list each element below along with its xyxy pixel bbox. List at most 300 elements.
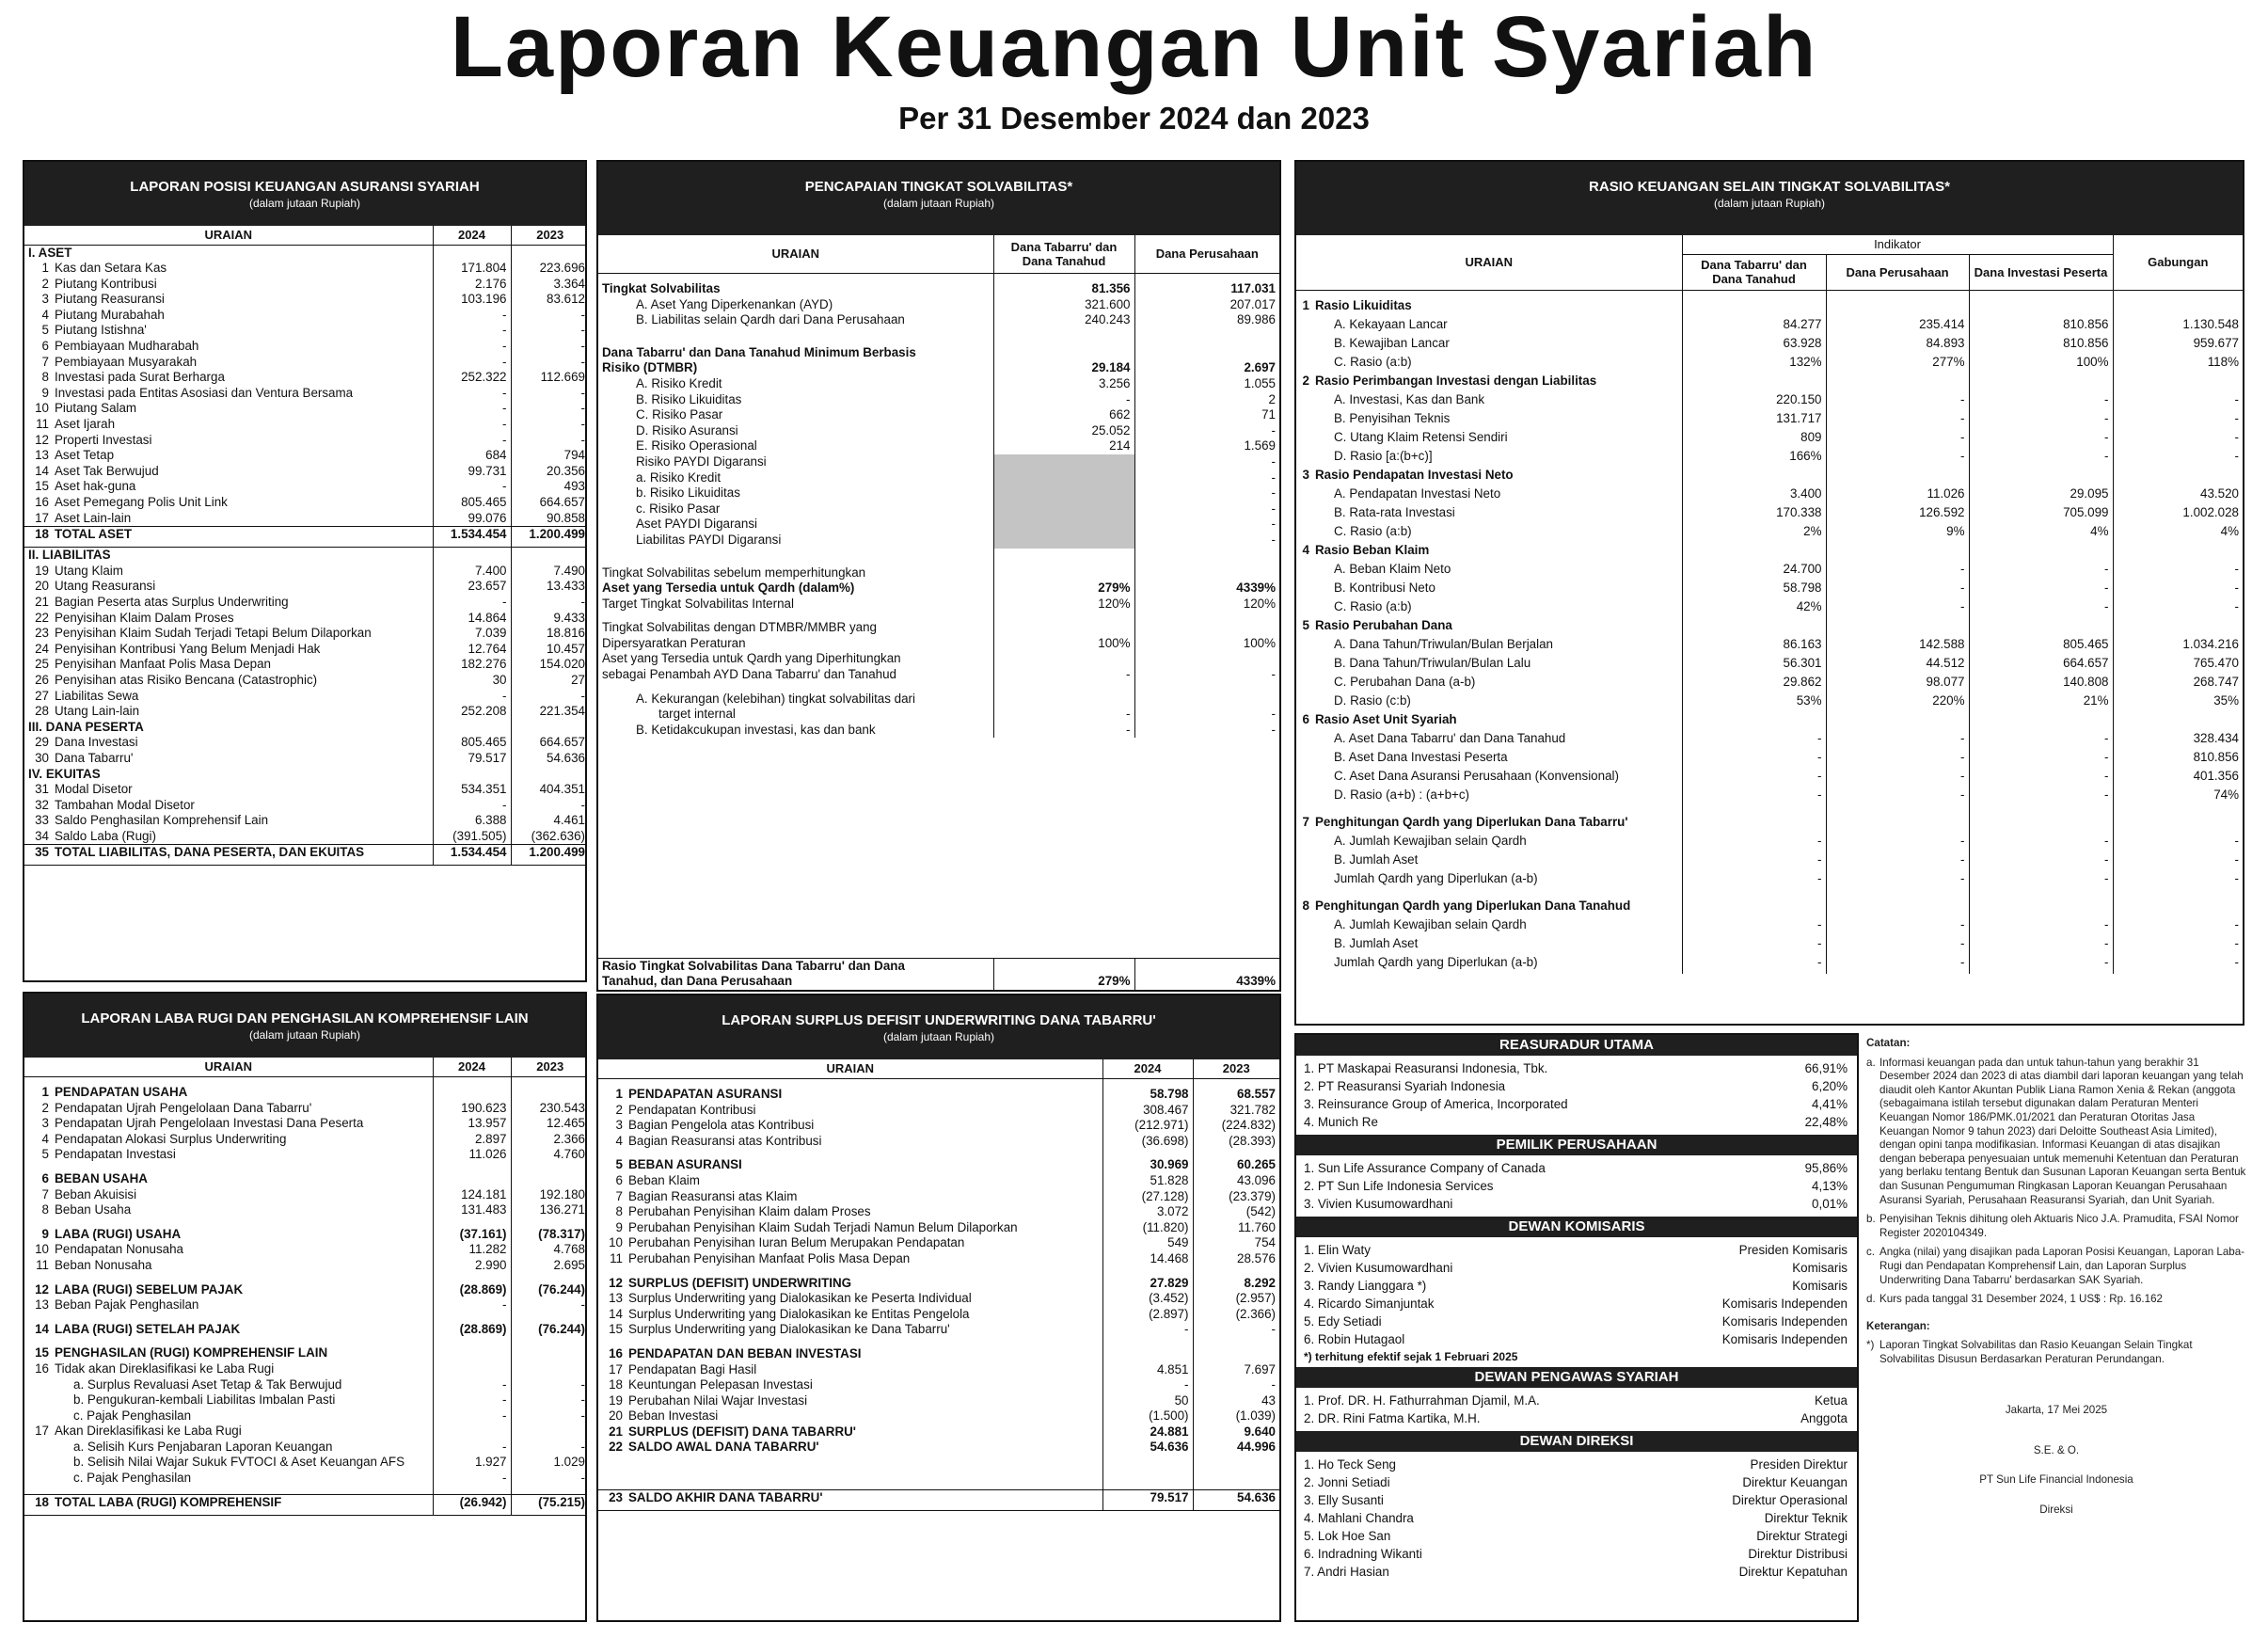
- value-2023: [511, 548, 587, 564]
- value-dana-investasi: -: [1969, 769, 2113, 788]
- pengurus-panel: [1294, 1033, 1859, 1622]
- value-dana-perusahaan: 100%: [1134, 636, 1279, 652]
- row-number: 8: [41, 370, 49, 385]
- list-item: [1296, 1456, 1857, 1473]
- row-label: [598, 1204, 1102, 1220]
- value-2024: [433, 767, 511, 783]
- table-row: [24, 1408, 587, 1424]
- value-dana-perusahaan: 89.986: [1134, 312, 1279, 328]
- row-label: Target Tingkat Solvabilitas Internal: [602, 596, 794, 611]
- table-row: [24, 1085, 587, 1101]
- spacer: [1296, 290, 1682, 298]
- value-2023: -: [511, 308, 587, 324]
- row-label: C. Aset Dana Asuransi Perusahaan (Konvensional): [1334, 769, 1619, 783]
- row-number: 22: [35, 610, 49, 625]
- value-gabungan: -: [2113, 562, 2243, 581]
- table-row: [1296, 562, 2243, 581]
- value-dana-perusahaan: 4339%: [1134, 974, 1279, 990]
- table-row: [1296, 449, 2243, 468]
- section-label: [1296, 712, 1682, 731]
- row-number: 16: [35, 495, 49, 509]
- table-row: [24, 845, 587, 866]
- table-row: [598, 974, 1279, 990]
- list-item: [1296, 1527, 1857, 1545]
- value-dana-tabarru: -: [993, 723, 1134, 739]
- table-row: [24, 1377, 587, 1393]
- row-label: I. ASET: [28, 245, 72, 260]
- spacer: [1134, 612, 1279, 620]
- row-number: 2: [41, 276, 49, 291]
- value-2023: (362.636): [511, 829, 587, 845]
- row-number: 15: [35, 479, 49, 494]
- value-2024: [433, 1424, 511, 1440]
- value-dana-investasi: 664.657: [1969, 656, 2113, 675]
- row-number: 14: [35, 1321, 49, 1336]
- value: [1682, 468, 1826, 486]
- value-dana-perusahaan: -: [1826, 852, 1969, 871]
- spacer: [1682, 290, 1826, 298]
- value-2023: 3.364: [511, 277, 587, 293]
- table-row: [24, 1132, 587, 1148]
- value-2024: 3.072: [1102, 1204, 1193, 1220]
- table-row: [24, 751, 587, 767]
- dps-header: DEWAN PENGAWAS SYARIAH: [1296, 1367, 1857, 1388]
- value-dana-perusahaan: 1.055: [1134, 376, 1279, 392]
- row-label: c. Pajak Penghasilan: [73, 1408, 192, 1423]
- value-2024: (3.452): [1102, 1291, 1193, 1307]
- laba-rugi-panel: [23, 992, 587, 1622]
- table-row: [598, 407, 1279, 423]
- table-row: [24, 464, 587, 480]
- value-dana-perusahaan: 1.569: [1134, 438, 1279, 454]
- value-dana-perusahaan: 11.026: [1826, 486, 1969, 505]
- row-label: [24, 292, 433, 308]
- table-row: [1296, 618, 2243, 637]
- row-number: 17: [35, 510, 49, 525]
- panel-title: LAPORAN POSISI KEUANGAN ASURANSI SYARIAH: [130, 179, 480, 195]
- spacer: [2113, 806, 2243, 815]
- value-2024: -: [433, 595, 511, 611]
- value-2024: [433, 1361, 511, 1377]
- value: [1969, 712, 2113, 731]
- table-row: [1296, 599, 2243, 618]
- value-gabungan: 765.470: [2113, 656, 2243, 675]
- row-text: Tidak akan Direklasifikasi ke Laba Rugi: [55, 1361, 275, 1376]
- table-row: [598, 337, 1279, 345]
- value-dana-perusahaan: -: [1826, 955, 1969, 974]
- row-text: Beban Klaim: [628, 1172, 700, 1187]
- table-row: [24, 339, 587, 355]
- value-gabungan: 43.520: [2113, 486, 2243, 505]
- spacer: [2113, 290, 2243, 298]
- row-label: C. Rasio (a:b): [1334, 524, 1412, 538]
- value-dana-tabarru: 279%: [993, 581, 1134, 597]
- row-text: Pembiayaan Mudharabah: [55, 339, 199, 354]
- list-name: 6. Indradning Wikanti: [1304, 1547, 1422, 1561]
- value-2024: 2.897: [433, 1132, 511, 1148]
- row-text: Pendapatan Ujrah Pengelolaan Investasi Dana Peserta: [55, 1116, 364, 1131]
- table-row: [598, 1157, 1279, 1173]
- panel-header: [1296, 162, 2243, 235]
- table-row: [598, 1393, 1279, 1409]
- spacer: [1969, 890, 2113, 899]
- row-number: 3: [615, 1118, 623, 1133]
- keterangan: *) Laporan Tingkat Solvabilitas dan Rasio Keuangan Selain Tingkat Solvabilitas Disusun Berdasarkan Peraturan Perundangan.: [1866, 1339, 2246, 1366]
- row-label: Aset yang Tersedia untuk Qardh yang Diperhitungkan: [602, 651, 901, 666]
- row-number: 33: [35, 813, 49, 828]
- direksi-list: [1296, 1456, 1857, 1581]
- spacer: [1134, 557, 1279, 565]
- value-2023: 28.576: [1193, 1251, 1279, 1267]
- value-2024: 252.208: [433, 704, 511, 720]
- value-dana-perusahaan: 220%: [1826, 693, 1969, 712]
- row-text: Surplus Underwriting yang Dialokasikan ke Entitas Pengelola: [628, 1306, 970, 1321]
- value-dana-investasi: -: [1969, 562, 2113, 581]
- list-name: 6. Robin Hutagaol: [1304, 1332, 1405, 1346]
- table-row: [598, 723, 1279, 739]
- spacer: [1193, 1338, 1279, 1346]
- col-2024: 2024: [433, 226, 511, 245]
- value-dana-tabarru: 809: [1682, 430, 1826, 449]
- catatan-b: b. Penyisihan Teknis dihitung oleh Aktuaris Nico J.A. Pramudita, FSAI Nomor Register 2020104349.: [1866, 1213, 2246, 1240]
- table-row: [598, 667, 1279, 683]
- section-text: Rasio Beban Klaim: [1315, 543, 1430, 557]
- value-2024: (36.698): [1102, 1134, 1193, 1150]
- value-dana-tabarru: 166%: [1682, 449, 1826, 468]
- value-2024: 4.851: [1102, 1362, 1193, 1378]
- value-dana-perusahaan: [1134, 692, 1279, 708]
- value-2024: 99.076: [433, 511, 511, 527]
- row-number: 12: [35, 1281, 49, 1297]
- value-dana-tabarru: 100%: [993, 636, 1134, 652]
- value: [2113, 618, 2243, 637]
- value-dana-tabarru: 56.301: [1682, 656, 1826, 675]
- row-text: PENDAPATAN ASURANSI: [628, 1087, 783, 1101]
- spacer: [1969, 290, 2113, 298]
- row-label: A. Aset Yang Diperkenankan (AYD): [636, 296, 833, 311]
- value-2023: -: [511, 1392, 587, 1408]
- panel-header: [24, 162, 585, 226]
- value-2023: 1.200.499: [511, 527, 587, 548]
- value-2023: (2.366): [1193, 1307, 1279, 1323]
- value: [2113, 712, 2243, 731]
- row-text: Akan Direklasifikasi ke Laba Rugi: [55, 1424, 242, 1439]
- row-label: Risiko (DTMBR): [602, 360, 698, 375]
- table-row: [598, 581, 1279, 597]
- value-dana-tabarru: -: [1682, 936, 1826, 955]
- list-item: [1296, 1095, 1857, 1113]
- row-label: [24, 689, 433, 705]
- value-2024: -: [433, 798, 511, 814]
- value-2023: 54.636: [1193, 1489, 1279, 1510]
- row-text: Pendapatan Nonusaha: [55, 1242, 183, 1257]
- table-row: [24, 1218, 587, 1227]
- table-row: [598, 392, 1279, 408]
- row-text: Penyisihan atas Risiko Bencana (Catastrophic): [55, 672, 318, 687]
- table-row: [24, 1163, 587, 1171]
- row-text: Perubahan Nilai Wajar Investasi: [628, 1392, 808, 1408]
- table-row: [1296, 430, 2243, 449]
- row-label: [24, 277, 433, 293]
- table-row: [24, 1101, 587, 1117]
- value-dana-perusahaan: -: [1826, 449, 1969, 468]
- value-2023: (76.244): [511, 1322, 587, 1338]
- row-label: [24, 1361, 433, 1377]
- section-label: [1296, 618, 1682, 637]
- catatan-c-text: Angka (nilai) yang disajikan pada Laporan Posisi Keuangan, Laporan Laba-Rugi dan Pendapatan Komprehensif Lain, dan Laporan Surplus Underwriting Dana Tabarru' berdasarkan SAK Syariah.: [1879, 1246, 2245, 1286]
- row-label: A. Investasi, Kas dan Bank: [1334, 392, 1485, 406]
- table-row: [24, 1242, 587, 1258]
- section-number: 1: [1302, 298, 1309, 312]
- value-gabungan: -: [2113, 392, 2243, 411]
- value-2023: 221.354: [511, 704, 587, 720]
- value-2024: 23.657: [433, 579, 511, 595]
- value-2024: 2.176: [433, 277, 511, 293]
- row-text: Utang Reasuransi: [55, 579, 156, 594]
- list-value: Direktur Teknik: [1764, 1511, 1848, 1525]
- value-2023: -: [511, 433, 587, 449]
- row-label: B. Jumlah Aset: [1334, 852, 1419, 867]
- list-item: [1296, 1509, 1857, 1527]
- value-dana-investasi: 21%: [1969, 693, 2113, 712]
- section-number: 3: [1302, 468, 1309, 482]
- value-dana-investasi: -: [1969, 430, 2113, 449]
- value-dana-perusahaan: -: [1826, 731, 1969, 750]
- table-row: [598, 423, 1279, 439]
- col-indikator: Indikator: [1682, 235, 2113, 254]
- table-row: [598, 1307, 1279, 1323]
- row-label: B. Liabilitas selain Qardh dari Dana Perusahaan: [636, 312, 905, 327]
- table-row: [1296, 336, 2243, 355]
- row-number: 15: [35, 1345, 49, 1361]
- col-2024: 2024: [1102, 1059, 1193, 1078]
- table-row: [598, 597, 1279, 613]
- section-text: Penghitungan Qardh yang Diperlukan Dana Tabarru': [1315, 815, 1628, 829]
- table-row: [1296, 750, 2243, 769]
- section-text: Rasio Perubahan Dana: [1315, 618, 1452, 632]
- section-number: 5: [1302, 618, 1309, 632]
- row-label: Risiko PAYDI Digaransi: [636, 454, 767, 469]
- row-label: [598, 1251, 1102, 1267]
- value-dana-investasi: -: [1969, 411, 2113, 430]
- spacer: [1102, 1464, 1193, 1472]
- value-dana-tabarru: [993, 620, 1134, 636]
- value-dana-perusahaan: -: [1134, 517, 1279, 533]
- reasuradur-list: [1296, 1059, 1857, 1131]
- row-number: 5: [41, 323, 49, 338]
- list-name: 3. Vivien Kusumowardhani: [1304, 1197, 1453, 1211]
- table-row: [1296, 815, 2243, 834]
- value-2024: 50: [1102, 1393, 1193, 1409]
- value-2023: 7.490: [511, 564, 587, 580]
- list-name: 1. Prof. DR. H. Fathurrahman Djamil, M.A.: [1304, 1393, 1540, 1408]
- value: [1969, 374, 2113, 392]
- table-row: [598, 454, 1279, 470]
- value-dana-tabarru: [993, 958, 1134, 974]
- value: [2113, 298, 2243, 317]
- list-item: [1296, 1330, 1857, 1348]
- row-number: 11: [36, 417, 49, 432]
- row-text: Keuntungan Pelepasan Investasi: [628, 1377, 813, 1392]
- spacer: [24, 1218, 433, 1227]
- value-dana-investasi: -: [1969, 871, 2113, 890]
- value-2023: 2.695: [511, 1258, 587, 1274]
- value-2023: 223.696: [511, 261, 587, 277]
- row-label: D. Rasio [a:(b+c)]: [1334, 449, 1433, 463]
- value-dana-perusahaan: 2: [1134, 392, 1279, 408]
- value: [1969, 298, 2113, 317]
- row-number: 10: [609, 1235, 623, 1250]
- value-gabungan: 810.856: [2113, 750, 2243, 769]
- row-label: [24, 448, 433, 464]
- value-2023: 10.457: [511, 642, 587, 658]
- value-dana-perusahaan: -: [1826, 411, 1969, 430]
- table-row: [24, 1313, 587, 1322]
- solvabilitas-panel: [596, 160, 1281, 992]
- value-2024: (391.505): [433, 829, 511, 845]
- table-row: [1296, 731, 2243, 750]
- row-text: Kas dan Setara Kas: [55, 261, 167, 276]
- value-dana-perusahaan: -: [1826, 788, 1969, 806]
- value-2024: 79.517: [433, 751, 511, 767]
- row-label: [598, 1173, 1102, 1189]
- list-name: 1. PT Maskapai Reasuransi Indonesia, Tbk.: [1304, 1061, 1548, 1075]
- table-row: [598, 1362, 1279, 1378]
- table-row: [24, 1424, 587, 1440]
- value-gabungan: -: [2113, 411, 2243, 430]
- value-dana-tabarru: 2%: [1682, 524, 1826, 543]
- value-dana-investasi: 29.095: [1969, 486, 2113, 505]
- spacer: [511, 1337, 587, 1345]
- value-2023: -: [511, 1408, 587, 1424]
- spacer: [598, 1267, 1102, 1276]
- row-number: 19: [609, 1392, 623, 1408]
- spacer: [1682, 890, 1826, 899]
- table-row: [24, 448, 587, 464]
- komisaris-header: DEWAN KOMISARIS: [1296, 1217, 1857, 1237]
- row-label: [24, 1242, 433, 1258]
- value-2024: 684: [433, 448, 511, 464]
- table-row: [598, 1204, 1279, 1220]
- row-number: 21: [35, 594, 49, 609]
- row-text: Penyisihan Klaim Sudah Terjadi Tetapi Belum Dilaporkan: [55, 626, 372, 641]
- value-2023: 7.697: [1193, 1362, 1279, 1378]
- value-2023: -: [511, 1440, 587, 1456]
- catatan-d: d. Kurs pada tanggal 31 Desember 2024, 1 US$ : Rp. 16.162: [1866, 1293, 2163, 1306]
- value-2024: 534.351: [433, 782, 511, 798]
- row-label: Liabilitas PAYDI Digaransi: [636, 532, 782, 547]
- row-number: 9: [615, 1219, 623, 1234]
- table-row: [24, 245, 587, 261]
- value-dana-tabarru: [993, 485, 1134, 501]
- spacer: [598, 337, 993, 345]
- catatan-title: Catatan:: [1866, 1037, 1911, 1049]
- row-text: Beban Usaha: [55, 1202, 132, 1217]
- value-2023: 321.782: [1193, 1103, 1279, 1119]
- panel-title: RASIO KEUANGAN SELAIN TINGKAT SOLVABILITAS*: [1589, 179, 1950, 195]
- table-row: [598, 1189, 1279, 1205]
- value-dana-tabarru: 214: [993, 438, 1134, 454]
- value-2024: 2.990: [433, 1258, 511, 1274]
- section-text: Penghitungan Qardh yang Diperlukan Dana Tanahud: [1315, 899, 1631, 913]
- value: [1969, 618, 2113, 637]
- value-2023: 44.996: [1193, 1440, 1279, 1456]
- row-label: A. Jumlah Kewajiban selain Qardh: [1334, 834, 1527, 848]
- value-2024: -: [433, 1392, 511, 1408]
- table-row: [1296, 899, 2243, 917]
- row-number: 31: [35, 782, 49, 797]
- row-label: [24, 845, 433, 866]
- value-2023: -: [511, 1297, 587, 1313]
- row-label: [24, 579, 433, 595]
- row-text: Pendapatan Kontribusi: [628, 1102, 756, 1117]
- table-row: [24, 767, 587, 783]
- row-label: [24, 829, 433, 845]
- row-label: [24, 1495, 433, 1516]
- spacer: [1296, 890, 1682, 899]
- value-dana-perusahaan: -: [1134, 723, 1279, 739]
- spacer: [433, 1313, 511, 1322]
- table-row: [24, 564, 587, 580]
- page-title: Laporan Keuangan Unit Syariah: [450, 0, 1818, 95]
- value: [1826, 543, 1969, 562]
- value-dana-investasi: -: [1969, 917, 2113, 936]
- row-number: 32: [35, 797, 49, 812]
- col-dana-tabarru: Dana Tabarru' dan Dana Tanahud: [993, 235, 1134, 273]
- value: [1969, 543, 2113, 562]
- spacer: [598, 1078, 1102, 1087]
- row-number: 11: [36, 1257, 49, 1272]
- panel-header: [598, 162, 1279, 235]
- value-2024: 6.388: [433, 813, 511, 829]
- table-row: [598, 549, 1279, 557]
- table-row: [24, 642, 587, 658]
- direksi-header: DEWAN DIREKSI: [1296, 1431, 1857, 1452]
- row-label: E. Risiko Operasional: [636, 438, 757, 454]
- row-label: [24, 798, 433, 814]
- catatan-a: a. Informasi keuangan pada dan untuk tahun-tahun yang berakhir 31 Desember 2024 dan 2023 di atas diambil dari laporan keuangan yang telah diaudit oleh Kantor Akuntan Publik Liana Ramon Xenia & Rekan (anggota (sebagaimana istilah tersebut digunakan dalam Peraturan Menteri Keuangan Nomor 186/PMK.01/2021 dan Peraturan Otoritas Jasa Keuangan Nomor 9 tahun 2023) dari Deloitte Southeast Asia Limited), dengan opini tanpa modifikasian. Informasi Keuangan di atas disajikan dengan beberapa penyesuaian untuk memenuhi Ketentuan dan Peraturan yang berlaku tentang Bentuk dan Susunan Laporan Keuangan serta Bentuk dan Susunan Pengumuman Ringkasan Laporan Keuangan Perusahaan Asuransi Syariah, Perusahaan Reasuransi Syariah, dan Unit Syariah.: [1866, 1056, 2246, 1206]
- section-text: Rasio Likuiditas: [1315, 298, 1412, 312]
- spacer: [2113, 890, 2243, 899]
- table-row: [24, 548, 587, 564]
- rasio-table: [1296, 235, 2243, 974]
- row-number: 11: [610, 1250, 623, 1265]
- row-text: Beban Pajak Penghasilan: [55, 1297, 199, 1313]
- value-dana-perusahaan: -: [1134, 485, 1279, 501]
- value-2024: [433, 245, 511, 261]
- table-row: [1296, 298, 2243, 317]
- table-row: [598, 1408, 1279, 1424]
- row-text: Penyisihan Manfaat Polis Masa Depan: [55, 657, 272, 672]
- list-name: 2. Vivien Kusumowardhani: [1304, 1261, 1453, 1275]
- row-number: 15: [609, 1322, 623, 1337]
- value-2023: 43: [1193, 1393, 1279, 1409]
- row-label: [24, 495, 433, 511]
- spacer: [993, 337, 1134, 345]
- value-dana-tabarru: -: [993, 707, 1134, 723]
- table-row: [598, 1149, 1279, 1157]
- row-number: 1: [615, 1087, 623, 1101]
- row-number: 25: [35, 657, 49, 672]
- rasio-panel: [1294, 160, 2244, 1026]
- spacer: [1134, 273, 1279, 281]
- value-2023: 4.768: [511, 1242, 587, 1258]
- row-number: 17: [609, 1361, 623, 1376]
- value-2024: 11.026: [433, 1147, 511, 1163]
- table-row: [24, 1147, 587, 1163]
- value-dana-tabarru: 29.862: [1682, 675, 1826, 693]
- row-text: TOTAL LIABILITAS, DANA PESERTA, DAN EKUITAS: [55, 845, 365, 860]
